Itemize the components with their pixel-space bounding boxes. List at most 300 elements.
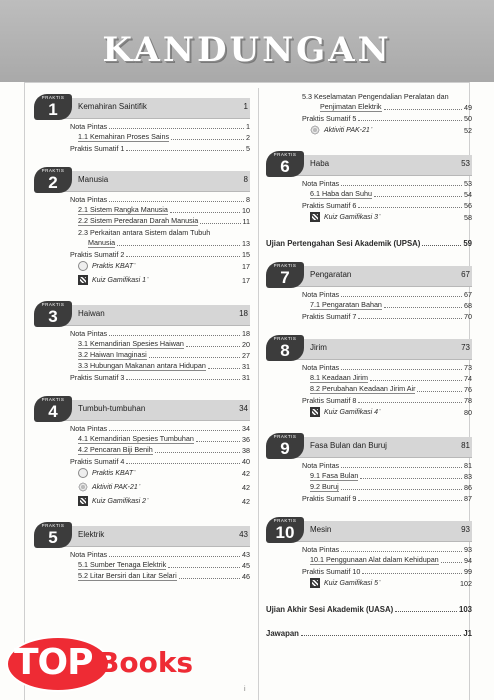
toc-entry <box>266 383 472 394</box>
page-ref: 42 <box>242 468 250 478</box>
toc-entry <box>266 565 472 576</box>
page-ref: 76 <box>464 385 472 394</box>
page-ref: 42 <box>242 496 250 506</box>
activity-label: Praktis KBAT <box>92 469 134 477</box>
exam-entry <box>266 236 472 248</box>
toc-entry <box>266 90 472 101</box>
chapter-page: 81 <box>461 441 470 450</box>
chapter-section <box>266 151 472 224</box>
exam-label: Jawapan <box>266 629 299 638</box>
leader-dots <box>200 223 240 224</box>
chapter-header <box>34 522 250 548</box>
chapter-section <box>34 301 250 382</box>
page-title: KANDUNGAN <box>102 30 392 70</box>
toc-entry <box>34 120 250 131</box>
toc-entry <box>34 349 250 360</box>
leader-dots <box>196 441 240 442</box>
toc-entry <box>34 327 250 338</box>
chapter-page: 73 <box>461 343 470 352</box>
toc-entry <box>266 372 472 383</box>
entry-label: Nota Pintas <box>302 290 340 299</box>
leader-dots <box>126 463 240 464</box>
leader-dots <box>358 318 462 319</box>
badge-word: PRAKTIS <box>273 152 297 157</box>
toc-entry <box>266 288 472 299</box>
chapter-title: Fasa Bulan dan Buruj <box>310 441 387 450</box>
page-ref: 87 <box>464 494 472 503</box>
chapter-page: 1 <box>243 102 248 111</box>
page-ref: 8 <box>246 195 250 204</box>
page-ref: 67 <box>464 290 472 299</box>
logo-top-text: TOP <box>14 642 93 683</box>
chapter-title: Elektrik <box>78 530 105 539</box>
page-ref: 59 <box>463 239 472 248</box>
chapter-badge <box>34 167 72 193</box>
entry-label: 3.2 Haiwan Imaginasi <box>78 350 147 359</box>
leader-dots <box>341 296 462 297</box>
page-ref: 80 <box>464 407 472 417</box>
leader-dots <box>126 150 244 151</box>
toc-entry <box>34 237 250 248</box>
page-ref: 102 <box>460 578 472 588</box>
leader-dots <box>395 611 457 612</box>
leader-dots <box>341 369 462 370</box>
entry-label: 2.2 Sistem Peredaran Darah Manusia <box>78 216 199 225</box>
page-ref: 43 <box>242 550 250 559</box>
activity-row <box>266 576 472 590</box>
entry-label: Nota Pintas <box>302 461 340 470</box>
toc-entry <box>34 433 250 444</box>
entry-label: Praktis Sumatif 2 <box>70 250 125 259</box>
chapter-number: 4 <box>48 402 58 421</box>
entry-label: Nota Pintas <box>70 329 108 338</box>
badge-word: PRAKTIS <box>41 397 65 402</box>
activity-label: Kuiz Gamifikasi 2 <box>92 497 147 505</box>
entry-label: 3.1 Kemandirian Spesies Haiwan <box>78 339 184 348</box>
toc-entry <box>34 131 250 142</box>
chapter-section <box>266 433 472 503</box>
sup-mark: ″ <box>379 213 381 220</box>
leader-dots <box>384 109 462 110</box>
page-ref: 27 <box>242 351 250 360</box>
chapter-number: 10 <box>275 523 295 542</box>
chapter-section <box>34 167 250 287</box>
chapter-header <box>34 94 250 120</box>
leader-dots <box>168 567 240 568</box>
chapter-title: Tumbuh-tumbuhan <box>78 404 146 413</box>
entry-label: 9.1 Fasa Bulan <box>310 471 359 480</box>
activity-label: Praktis KBAT <box>92 262 134 270</box>
sup-mark: ″ <box>147 497 149 504</box>
page-ref: 99 <box>464 567 472 576</box>
header-bar <box>44 526 250 547</box>
entry-label: Nota Pintas <box>302 179 340 188</box>
exam-label: Ujian Pertengahan Sesi Akademik (UPSA) <box>266 239 421 248</box>
page-ref: 20 <box>242 340 250 349</box>
page-ref: 17 <box>242 261 250 271</box>
leader-dots <box>171 139 244 140</box>
chapter-section <box>34 396 250 508</box>
header-bar <box>276 339 472 360</box>
leader-dots <box>370 380 462 381</box>
chapter-page: 8 <box>243 175 248 184</box>
badge-word: PRAKTIS <box>41 95 65 100</box>
toc-entry <box>266 470 472 481</box>
chapter-title: Mesin <box>310 525 332 534</box>
chapter-header <box>266 335 472 361</box>
chapter-number: 5 <box>48 528 58 547</box>
chapter-section <box>266 262 472 321</box>
chapter-number: 7 <box>280 268 290 287</box>
leader-dots <box>341 489 462 490</box>
activity-row <box>34 259 250 273</box>
entry-label: 9.2 Buruj <box>310 482 339 491</box>
entry-label: 2.1 Sistem Rangka Manusia <box>78 205 168 214</box>
page-ref: 50 <box>464 114 472 123</box>
chapter-badge <box>34 301 72 327</box>
activity-label: Kuiz Gamifikasi 4 <box>324 408 379 416</box>
exam-entry <box>266 626 472 638</box>
entry-label: Praktis Sumatif 7 <box>302 312 357 321</box>
leader-dots <box>341 185 462 186</box>
chapter-page: 18 <box>239 309 248 318</box>
kbat-icon <box>78 261 88 271</box>
toc-entry <box>266 299 472 310</box>
chapter-header <box>266 433 472 459</box>
entry-label: Praktis Sumatif 1 <box>70 144 125 153</box>
chapter-header <box>34 301 250 327</box>
page-ref: 10 <box>242 206 250 215</box>
entry-label: Praktis Sumatif 10 <box>302 567 361 576</box>
chapter-title: Kemahiran Saintifik <box>78 102 147 111</box>
page-ref: 42 <box>242 482 250 492</box>
badge-word: PRAKTIS <box>273 518 297 523</box>
chapter-number: 1 <box>48 100 58 119</box>
activity-row <box>34 273 250 287</box>
chapter-page: 34 <box>239 404 248 413</box>
leader-dots <box>441 562 462 563</box>
chapter-header <box>266 151 472 177</box>
entry-label: 6.1 Haba dan Suhu <box>310 189 372 198</box>
toc-entry <box>34 559 250 570</box>
header-bar <box>276 521 472 542</box>
chapter-title: Haiwan <box>78 309 105 318</box>
qr-code-icon <box>78 496 88 506</box>
page-ref: 15 <box>242 250 250 259</box>
logo-books-text: Books <box>98 646 194 679</box>
leader-dots <box>155 452 240 453</box>
page-ref: 53 <box>464 179 472 188</box>
chapter-title: Jirim <box>310 343 327 352</box>
page-number: i <box>244 686 246 693</box>
activity-label: Kuiz Gamifikasi 1 <box>92 276 147 284</box>
sup-mark: ″ <box>379 579 381 586</box>
toc-entry <box>266 101 472 112</box>
leader-dots <box>341 551 462 552</box>
leader-dots <box>362 573 462 574</box>
leader-dots <box>170 212 240 213</box>
page-ref: 38 <box>242 446 250 455</box>
entry-label: Praktis Sumatif 5 <box>302 114 357 123</box>
chapter-number: 9 <box>280 439 290 458</box>
leader-dots <box>109 430 240 431</box>
toc-entry <box>34 226 250 237</box>
leader-dots <box>109 335 240 336</box>
page-ref: 70 <box>464 312 472 321</box>
page-ref: 56 <box>464 201 472 210</box>
chapter-title: Manusia <box>78 175 109 184</box>
leader-dots <box>179 578 240 579</box>
chapter-badge <box>266 335 304 361</box>
chapter-title: Haba <box>310 159 330 168</box>
toc-entry <box>34 570 250 581</box>
header-bar <box>44 98 250 119</box>
entry-label: Nota Pintas <box>70 550 108 559</box>
toc-entry <box>34 338 250 349</box>
toc-entry <box>34 142 250 153</box>
entry-label: 10.1 Penggunaan Alat dalam Kehidupan <box>310 555 439 564</box>
chapter-badge <box>34 396 72 422</box>
qr-code-icon <box>78 275 88 285</box>
badge-word: PRAKTIS <box>273 434 297 439</box>
page-ref: 52 <box>464 125 472 135</box>
qr-code-icon <box>310 578 320 588</box>
pak21-icon <box>310 125 320 135</box>
page-ref: 74 <box>464 374 472 383</box>
toc-entry <box>34 215 250 226</box>
toc-entry <box>266 543 472 554</box>
toc-entry <box>266 112 472 123</box>
entry-label: Nota Pintas <box>70 195 108 204</box>
leader-dots <box>360 478 462 479</box>
chapter-badge <box>266 262 304 288</box>
activity-row <box>34 466 250 480</box>
page-ref: 86 <box>464 483 472 492</box>
leader-dots <box>109 556 240 557</box>
toc-entry <box>266 481 472 492</box>
entry-label: 2.3 Perkaitan antara Sistem dalam Tubuh <box>78 228 211 237</box>
page-ref: 46 <box>242 572 250 581</box>
chapter-badge <box>34 94 72 120</box>
left-column <box>34 88 250 589</box>
entry-label: Penjimatan Elektrik <box>320 102 382 111</box>
chapter-5-continued <box>266 90 472 137</box>
toc-entry <box>34 422 250 433</box>
toc-entry <box>34 371 250 382</box>
sup-mark: ″ <box>134 469 136 476</box>
toc-entry <box>34 193 250 204</box>
qr-code-icon <box>310 407 320 417</box>
header-bar <box>44 305 250 326</box>
leader-dots <box>126 379 240 380</box>
activity-row <box>34 480 250 494</box>
header-bar <box>276 155 472 176</box>
activity-row <box>266 405 472 419</box>
leader-dots <box>126 256 240 257</box>
entry-label: Praktis Sumatif 8 <box>302 396 357 405</box>
entry-label: Praktis Sumatif 9 <box>302 494 357 503</box>
toc-entry <box>266 177 472 188</box>
chapter-page: 53 <box>461 159 470 168</box>
page-ref: 81 <box>464 461 472 470</box>
badge-word: PRAKTIS <box>41 168 65 173</box>
toc-entry <box>34 444 250 455</box>
toc-entry <box>266 310 472 321</box>
header-bar <box>44 400 250 421</box>
page-ref: 2 <box>246 133 250 142</box>
header-bar <box>276 266 472 287</box>
chapter-page: 43 <box>239 530 248 539</box>
page-ref: 13 <box>242 239 250 248</box>
page-ref: 93 <box>464 545 472 554</box>
page-ref: 11 <box>242 217 250 226</box>
activity-label: Aktiviti PAK-21 <box>92 483 138 491</box>
entry-label: Manusia <box>88 238 116 247</box>
chapter-header <box>266 517 472 543</box>
page-ref: 54 <box>464 190 472 199</box>
page-ref: 45 <box>242 561 250 570</box>
toc-entry <box>266 554 472 565</box>
chapter-badge <box>34 522 72 548</box>
toc-entry <box>34 455 250 466</box>
leader-dots <box>117 245 240 246</box>
entry-label: Praktis Sumatif 6 <box>302 201 357 210</box>
toc-entry <box>266 361 472 372</box>
page-ref: 83 <box>464 472 472 481</box>
page-ref: 94 <box>464 556 472 565</box>
entry-label: Nota Pintas <box>70 424 108 433</box>
chapter-header <box>266 262 472 288</box>
toc-entry <box>34 548 250 559</box>
page-ref: 49 <box>464 103 472 112</box>
chapter-number: 8 <box>280 341 290 360</box>
entry-label: 7.1 Pengaratan Bahan <box>310 300 382 309</box>
exam-entry <box>266 602 472 614</box>
exam-label: Ujian Akhir Sesi Akademik (UASA) <box>266 605 394 614</box>
kbat-icon <box>78 468 88 478</box>
chapter-page: 67 <box>461 270 470 279</box>
chapter-badge <box>266 517 304 543</box>
leader-dots <box>417 391 462 392</box>
chapter-badge <box>266 151 304 177</box>
toc-entry <box>266 199 472 210</box>
badge-word: PRAKTIS <box>273 263 297 268</box>
page-ref: 18 <box>242 329 250 338</box>
chapter-section <box>34 94 250 153</box>
topbooks-watermark <box>2 636 194 692</box>
entry-label: 8.2 Perubahan Keadaan Jirim Air <box>310 384 416 393</box>
toc-entry <box>266 188 472 199</box>
entry-label: Nota Pintas <box>70 122 108 131</box>
activity-label: Kuiz Gamifikasi 5 <box>324 579 379 587</box>
entry-label: 5.3 Keselamatan Pengendalian Peralatan dan <box>302 92 449 101</box>
leader-dots <box>301 635 461 636</box>
leader-dots <box>384 307 462 308</box>
chapter-number: 2 <box>48 173 58 192</box>
page-ref: 78 <box>464 396 472 405</box>
page-ref: 17 <box>242 275 250 285</box>
entry-label: Nota Pintas <box>302 545 340 554</box>
page-ref: 34 <box>242 424 250 433</box>
entry-label: 3.3 Hubungan Makanan antara Hidupan <box>78 361 206 370</box>
entry-label: 4.1 Kemandirian Spesies Tumbuhan <box>78 434 194 443</box>
entry-label: 4.2 Pencaran Biji Benih <box>78 445 153 454</box>
page-ref: 31 <box>242 373 250 382</box>
right-column <box>266 88 472 638</box>
activity-row <box>34 494 250 508</box>
leader-dots <box>341 467 462 468</box>
activity-label: Kuiz Gamifikasi 3 <box>324 213 379 221</box>
entry-label: Praktis Sumatif 4 <box>70 457 125 466</box>
chapter-section <box>266 335 472 419</box>
page-ref: 73 <box>464 363 472 372</box>
leader-dots <box>358 500 462 501</box>
badge-word: PRAKTIS <box>273 336 297 341</box>
leader-dots <box>358 402 462 403</box>
sup-mark: ″ <box>379 408 381 415</box>
badge-word: PRAKTIS <box>41 302 65 307</box>
leader-dots <box>208 368 240 369</box>
toc-entry <box>34 204 250 215</box>
toc-entry <box>34 248 250 259</box>
leader-dots <box>109 128 244 129</box>
toc-entry <box>34 360 250 371</box>
chapter-number: 3 <box>48 307 58 326</box>
column-divider <box>258 88 259 700</box>
chapter-number: 6 <box>280 157 290 176</box>
entry-label: 5.1 Sumber Tenaga Elektrik <box>78 560 167 569</box>
leader-dots <box>422 245 461 246</box>
leader-dots <box>109 201 244 202</box>
entry-label: Nota Pintas <box>302 363 340 372</box>
entry-label: 1.1 Kemahiran Proses Sains <box>78 132 170 141</box>
toc-entry <box>266 492 472 503</box>
chapter-section <box>266 517 472 590</box>
chapter-header <box>34 167 250 193</box>
page-ref: J1 <box>463 629 472 638</box>
page-ref: 36 <box>242 435 250 444</box>
toc-entry <box>266 459 472 470</box>
chapter-badge <box>266 433 304 459</box>
page-ref: 5 <box>246 144 250 153</box>
sup-mark: ″ <box>134 262 136 269</box>
entry-label: Praktis Sumatif 3 <box>70 373 125 382</box>
leader-dots <box>358 120 462 121</box>
page-ref: 40 <box>242 457 250 466</box>
chapter-section <box>34 522 250 581</box>
chapter-header <box>34 396 250 422</box>
qr-code-icon <box>310 212 320 222</box>
leader-dots <box>358 207 462 208</box>
pak21-icon <box>78 482 88 492</box>
activity-label: Aktiviti PAK-21 <box>324 126 370 134</box>
page-ref: 1 <box>246 122 250 131</box>
page-ref: 103 <box>458 605 472 614</box>
toc-entry <box>266 394 472 405</box>
activity-row <box>266 210 472 224</box>
chapter-title: Pengaratan <box>310 270 352 279</box>
page-ref: 58 <box>464 212 472 222</box>
leader-dots <box>186 346 240 347</box>
page-ref: 68 <box>464 301 472 310</box>
leader-dots <box>149 357 240 358</box>
chapter-page: 93 <box>461 525 470 534</box>
sup-mark: ″ <box>138 483 141 490</box>
sup-mark: ″ <box>147 276 149 283</box>
entry-label: 8.1 Keadaan Jirim <box>310 373 368 382</box>
badge-word: PRAKTIS <box>41 523 65 528</box>
activity-row <box>266 123 472 137</box>
